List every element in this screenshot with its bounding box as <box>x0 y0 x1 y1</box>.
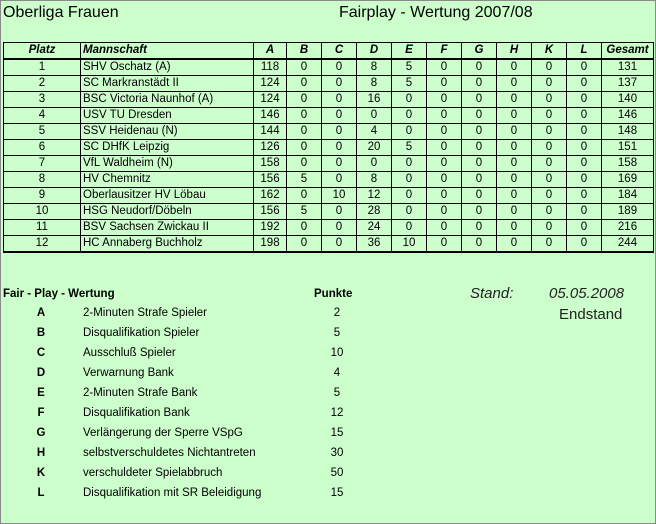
cell-platz: 1 <box>4 59 81 76</box>
legend-item <box>1 447 401 467</box>
cell-l: 0 <box>567 236 602 253</box>
cell-f: 0 <box>427 172 462 188</box>
cell-a: 146 <box>254 108 287 124</box>
legend-item <box>1 427 401 447</box>
stand-date: 05.05.2008 <box>549 285 625 302</box>
cell-l: 0 <box>567 92 602 108</box>
legend-points: 5 <box>333 387 341 399</box>
table-row <box>4 172 654 188</box>
col-l: L <box>567 43 602 60</box>
cell-g: 0 <box>462 108 497 124</box>
cell-k: 0 <box>532 188 567 204</box>
legend-points: 5 <box>333 327 341 339</box>
cell-l: 0 <box>567 220 602 236</box>
cell-e: 5 <box>392 140 427 156</box>
cell-h: 0 <box>497 188 532 204</box>
cell-a: 158 <box>254 156 287 172</box>
cell-g: 0 <box>462 76 497 92</box>
cell-e: 0 <box>392 124 427 140</box>
cell-b: 0 <box>287 92 322 108</box>
cell-a: 124 <box>254 76 287 92</box>
cell-b: 0 <box>287 236 322 253</box>
cell-mannschaft: BSV Sachsen Zwickau II <box>81 220 254 236</box>
legend-description: verschuldeter Spielabbruch <box>83 467 223 479</box>
legend-points-heading: Punkte <box>314 288 353 300</box>
cell-l: 0 <box>567 172 602 188</box>
cell-a: 126 <box>254 140 287 156</box>
table-row <box>4 76 654 92</box>
cell-h: 0 <box>497 59 532 76</box>
cell-a: 162 <box>254 188 287 204</box>
cell-a: 156 <box>254 172 287 188</box>
cell-c: 0 <box>322 204 357 220</box>
cell-gesamt: 184 <box>602 188 654 204</box>
cell-f: 0 <box>427 124 462 140</box>
cell-h: 0 <box>497 92 532 108</box>
cell-b: 0 <box>287 156 322 172</box>
cell-mannschaft: HSG Neudorf/Döbeln <box>81 204 254 220</box>
col-c: C <box>322 43 357 60</box>
cell-platz: 12 <box>4 236 81 253</box>
cell-l: 0 <box>567 76 602 92</box>
cell-l: 0 <box>567 59 602 76</box>
cell-d: 36 <box>357 236 392 253</box>
legend-description: selbstverschuldetes Nichtantreten <box>83 447 256 459</box>
legend-code: F <box>37 407 45 419</box>
cell-gesamt: 140 <box>602 92 654 108</box>
cell-f: 0 <box>427 59 462 76</box>
cell-b: 0 <box>287 140 322 156</box>
cell-platz: 10 <box>4 204 81 220</box>
cell-gesamt: 131 <box>602 59 654 76</box>
cell-k: 0 <box>532 140 567 156</box>
col-platz: Platz <box>4 43 81 60</box>
legend-points: 10 <box>330 347 344 359</box>
cell-b: 5 <box>287 172 322 188</box>
cell-a: 198 <box>254 236 287 253</box>
cell-platz: 11 <box>4 220 81 236</box>
cell-g: 0 <box>462 204 497 220</box>
league-title: Oberliga Frauen <box>3 4 119 21</box>
cell-platz: 3 <box>4 92 81 108</box>
legend-heading: Fair - Play - Wertung <box>3 288 115 300</box>
cell-b: 0 <box>287 124 322 140</box>
legend-points: 50 <box>330 467 344 479</box>
cell-platz: 7 <box>4 156 81 172</box>
cell-a: 156 <box>254 204 287 220</box>
page-title: Fairplay - Wertung 2007/08 <box>339 4 533 21</box>
legend-code: E <box>37 387 45 399</box>
cell-g: 0 <box>462 156 497 172</box>
legend-code: H <box>36 447 46 459</box>
cell-k: 0 <box>532 172 567 188</box>
cell-a: 144 <box>254 124 287 140</box>
cell-mannschaft: SC DHfK Leipzig <box>81 140 254 156</box>
cell-f: 0 <box>427 236 462 253</box>
table-row <box>4 59 654 76</box>
table-row <box>4 220 654 236</box>
cell-g: 0 <box>462 220 497 236</box>
table-header-row <box>4 43 654 60</box>
col-e: E <box>392 43 427 60</box>
legend-code: D <box>36 367 46 379</box>
cell-k: 0 <box>532 92 567 108</box>
cell-mannschaft: SC Markranstädt II <box>81 76 254 92</box>
cell-mannschaft: SSV Heidenau (N) <box>81 124 254 140</box>
cell-k: 0 <box>532 76 567 92</box>
cell-e: 10 <box>392 236 427 253</box>
legend-description: Disqualifikation mit SR Beleidigung <box>83 487 262 499</box>
legend-item <box>1 367 401 387</box>
legend-description: Verlängerung der Sperre VSpG <box>83 427 243 439</box>
legend-code: G <box>36 427 46 439</box>
cell-c: 0 <box>322 124 357 140</box>
cell-platz: 9 <box>4 188 81 204</box>
col-b: B <box>287 43 322 60</box>
cell-e: 0 <box>392 188 427 204</box>
cell-c: 0 <box>322 76 357 92</box>
cell-l: 0 <box>567 124 602 140</box>
cell-g: 0 <box>462 140 497 156</box>
cell-c: 0 <box>322 140 357 156</box>
col-h: H <box>497 43 532 60</box>
legend-points: 4 <box>333 367 341 379</box>
cell-h: 0 <box>497 172 532 188</box>
cell-c: 10 <box>322 188 357 204</box>
cell-f: 0 <box>427 188 462 204</box>
cell-l: 0 <box>567 140 602 156</box>
table-row <box>4 236 654 253</box>
cell-e: 5 <box>392 76 427 92</box>
table-body <box>4 59 654 252</box>
cell-h: 0 <box>497 236 532 253</box>
legend-description: Disqualifikation Bank <box>83 407 190 419</box>
cell-mannschaft: USV TU Dresden <box>81 108 254 124</box>
cell-e: 0 <box>392 108 427 124</box>
cell-d: 12 <box>357 188 392 204</box>
cell-k: 0 <box>532 124 567 140</box>
col-mannschaft: Mannschaft <box>81 43 254 60</box>
cell-k: 0 <box>532 59 567 76</box>
col-a: A <box>254 43 287 60</box>
cell-g: 0 <box>462 59 497 76</box>
legend-description: 2-Minuten Strafe Bank <box>83 387 198 399</box>
table-row <box>4 204 654 220</box>
cell-k: 0 <box>532 108 567 124</box>
legend-description: Disqualifikation Spieler <box>83 327 200 339</box>
cell-platz: 8 <box>4 172 81 188</box>
legend-item <box>1 467 401 487</box>
legend-code: B <box>36 327 46 339</box>
cell-c: 0 <box>322 92 357 108</box>
cell-c: 0 <box>322 156 357 172</box>
cell-platz: 6 <box>4 140 81 156</box>
legend-item <box>1 407 401 427</box>
cell-h: 0 <box>497 220 532 236</box>
legend-description: 2-Minuten Strafe Spieler <box>83 307 208 319</box>
cell-l: 0 <box>567 156 602 172</box>
cell-e: 0 <box>392 172 427 188</box>
cell-mannschaft: SHV Oschatz (A) <box>81 59 254 76</box>
cell-d: 16 <box>357 92 392 108</box>
cell-h: 0 <box>497 108 532 124</box>
legend-points: 15 <box>330 427 344 439</box>
cell-mannschaft: BSC Victoria Naunhof (A) <box>81 92 254 108</box>
cell-mannschaft: VfL Waldheim (N) <box>81 156 254 172</box>
cell-c: 0 <box>322 220 357 236</box>
cell-k: 0 <box>532 220 567 236</box>
cell-platz: 4 <box>4 108 81 124</box>
cell-f: 0 <box>427 220 462 236</box>
cell-e: 0 <box>392 220 427 236</box>
legend-code: C <box>36 347 46 359</box>
table-row <box>4 108 654 124</box>
cell-f: 0 <box>427 92 462 108</box>
cell-gesamt: 148 <box>602 124 654 140</box>
cell-h: 0 <box>497 76 532 92</box>
cell-f: 0 <box>427 156 462 172</box>
col-k: K <box>532 43 567 60</box>
cell-b: 0 <box>287 188 322 204</box>
table-row <box>4 124 654 140</box>
cell-d: 20 <box>357 140 392 156</box>
cell-e: 0 <box>392 156 427 172</box>
cell-e: 0 <box>392 204 427 220</box>
cell-b: 0 <box>287 108 322 124</box>
legend-item <box>1 487 401 507</box>
legend-points: 2 <box>333 307 341 319</box>
legend-points: 12 <box>330 407 344 419</box>
cell-gesamt: 158 <box>602 156 654 172</box>
col-f: F <box>427 43 462 60</box>
cell-c: 0 <box>322 59 357 76</box>
cell-gesamt: 146 <box>602 108 654 124</box>
legend-code: K <box>36 467 46 479</box>
cell-gesamt: 216 <box>602 220 654 236</box>
cell-g: 0 <box>462 124 497 140</box>
cell-e: 5 <box>392 59 427 76</box>
table-row <box>4 92 654 108</box>
cell-gesamt: 244 <box>602 236 654 253</box>
cell-b: 0 <box>287 59 322 76</box>
cell-g: 0 <box>462 92 497 108</box>
cell-c: 0 <box>322 108 357 124</box>
legend-item <box>1 387 401 407</box>
endstand-label: Endstand <box>559 306 623 323</box>
legend-description: Ausschluß Spieler <box>83 347 176 359</box>
cell-d: 4 <box>357 124 392 140</box>
cell-a: 124 <box>254 92 287 108</box>
cell-c: 0 <box>322 236 357 253</box>
cell-platz: 2 <box>4 76 81 92</box>
cell-f: 0 <box>427 76 462 92</box>
cell-platz: 5 <box>4 124 81 140</box>
table-row <box>4 188 654 204</box>
legend-code: A <box>36 307 46 319</box>
cell-e: 0 <box>392 92 427 108</box>
cell-g: 0 <box>462 172 497 188</box>
cell-gesamt: 169 <box>602 172 654 188</box>
stand-label: Stand: <box>470 285 514 302</box>
cell-h: 0 <box>497 124 532 140</box>
legend-points: 30 <box>330 447 344 459</box>
cell-h: 0 <box>497 204 532 220</box>
col-d: D <box>357 43 392 60</box>
cell-mannschaft: Oberlausitzer HV Löbau <box>81 188 254 204</box>
cell-gesamt: 137 <box>602 76 654 92</box>
cell-mannschaft: HV Chemnitz <box>81 172 254 188</box>
cell-l: 0 <box>567 108 602 124</box>
cell-k: 0 <box>532 156 567 172</box>
legend-description: Verwarnung Bank <box>83 367 174 379</box>
cell-a: 192 <box>254 220 287 236</box>
legend-item <box>1 347 401 367</box>
col-gesamt: Gesamt <box>602 43 654 60</box>
cell-f: 0 <box>427 108 462 124</box>
cell-d: 24 <box>357 220 392 236</box>
legend-points: 15 <box>330 487 344 499</box>
cell-d: 0 <box>357 156 392 172</box>
table-row <box>4 140 654 156</box>
cell-f: 0 <box>427 204 462 220</box>
legend-item <box>1 327 401 347</box>
legend-item <box>1 307 401 327</box>
cell-d: 8 <box>357 76 392 92</box>
cell-l: 0 <box>567 204 602 220</box>
cell-d: 8 <box>357 59 392 76</box>
cell-gesamt: 189 <box>602 204 654 220</box>
cell-h: 0 <box>497 156 532 172</box>
standings-table <box>3 42 654 253</box>
cell-b: 0 <box>287 220 322 236</box>
cell-b: 0 <box>287 76 322 92</box>
cell-g: 0 <box>462 188 497 204</box>
cell-k: 0 <box>532 204 567 220</box>
cell-c: 0 <box>322 172 357 188</box>
cell-a: 118 <box>254 59 287 76</box>
cell-g: 0 <box>462 236 497 253</box>
cell-f: 0 <box>427 140 462 156</box>
cell-l: 0 <box>567 188 602 204</box>
cell-k: 0 <box>532 236 567 253</box>
cell-gesamt: 151 <box>602 140 654 156</box>
cell-d: 28 <box>357 204 392 220</box>
cell-d: 0 <box>357 108 392 124</box>
col-g: G <box>462 43 497 60</box>
cell-h: 0 <box>497 140 532 156</box>
table-row <box>4 156 654 172</box>
cell-d: 8 <box>357 172 392 188</box>
cell-b: 5 <box>287 204 322 220</box>
legend-code: L <box>37 487 45 499</box>
cell-mannschaft: HC Annaberg Buchholz <box>81 236 254 253</box>
